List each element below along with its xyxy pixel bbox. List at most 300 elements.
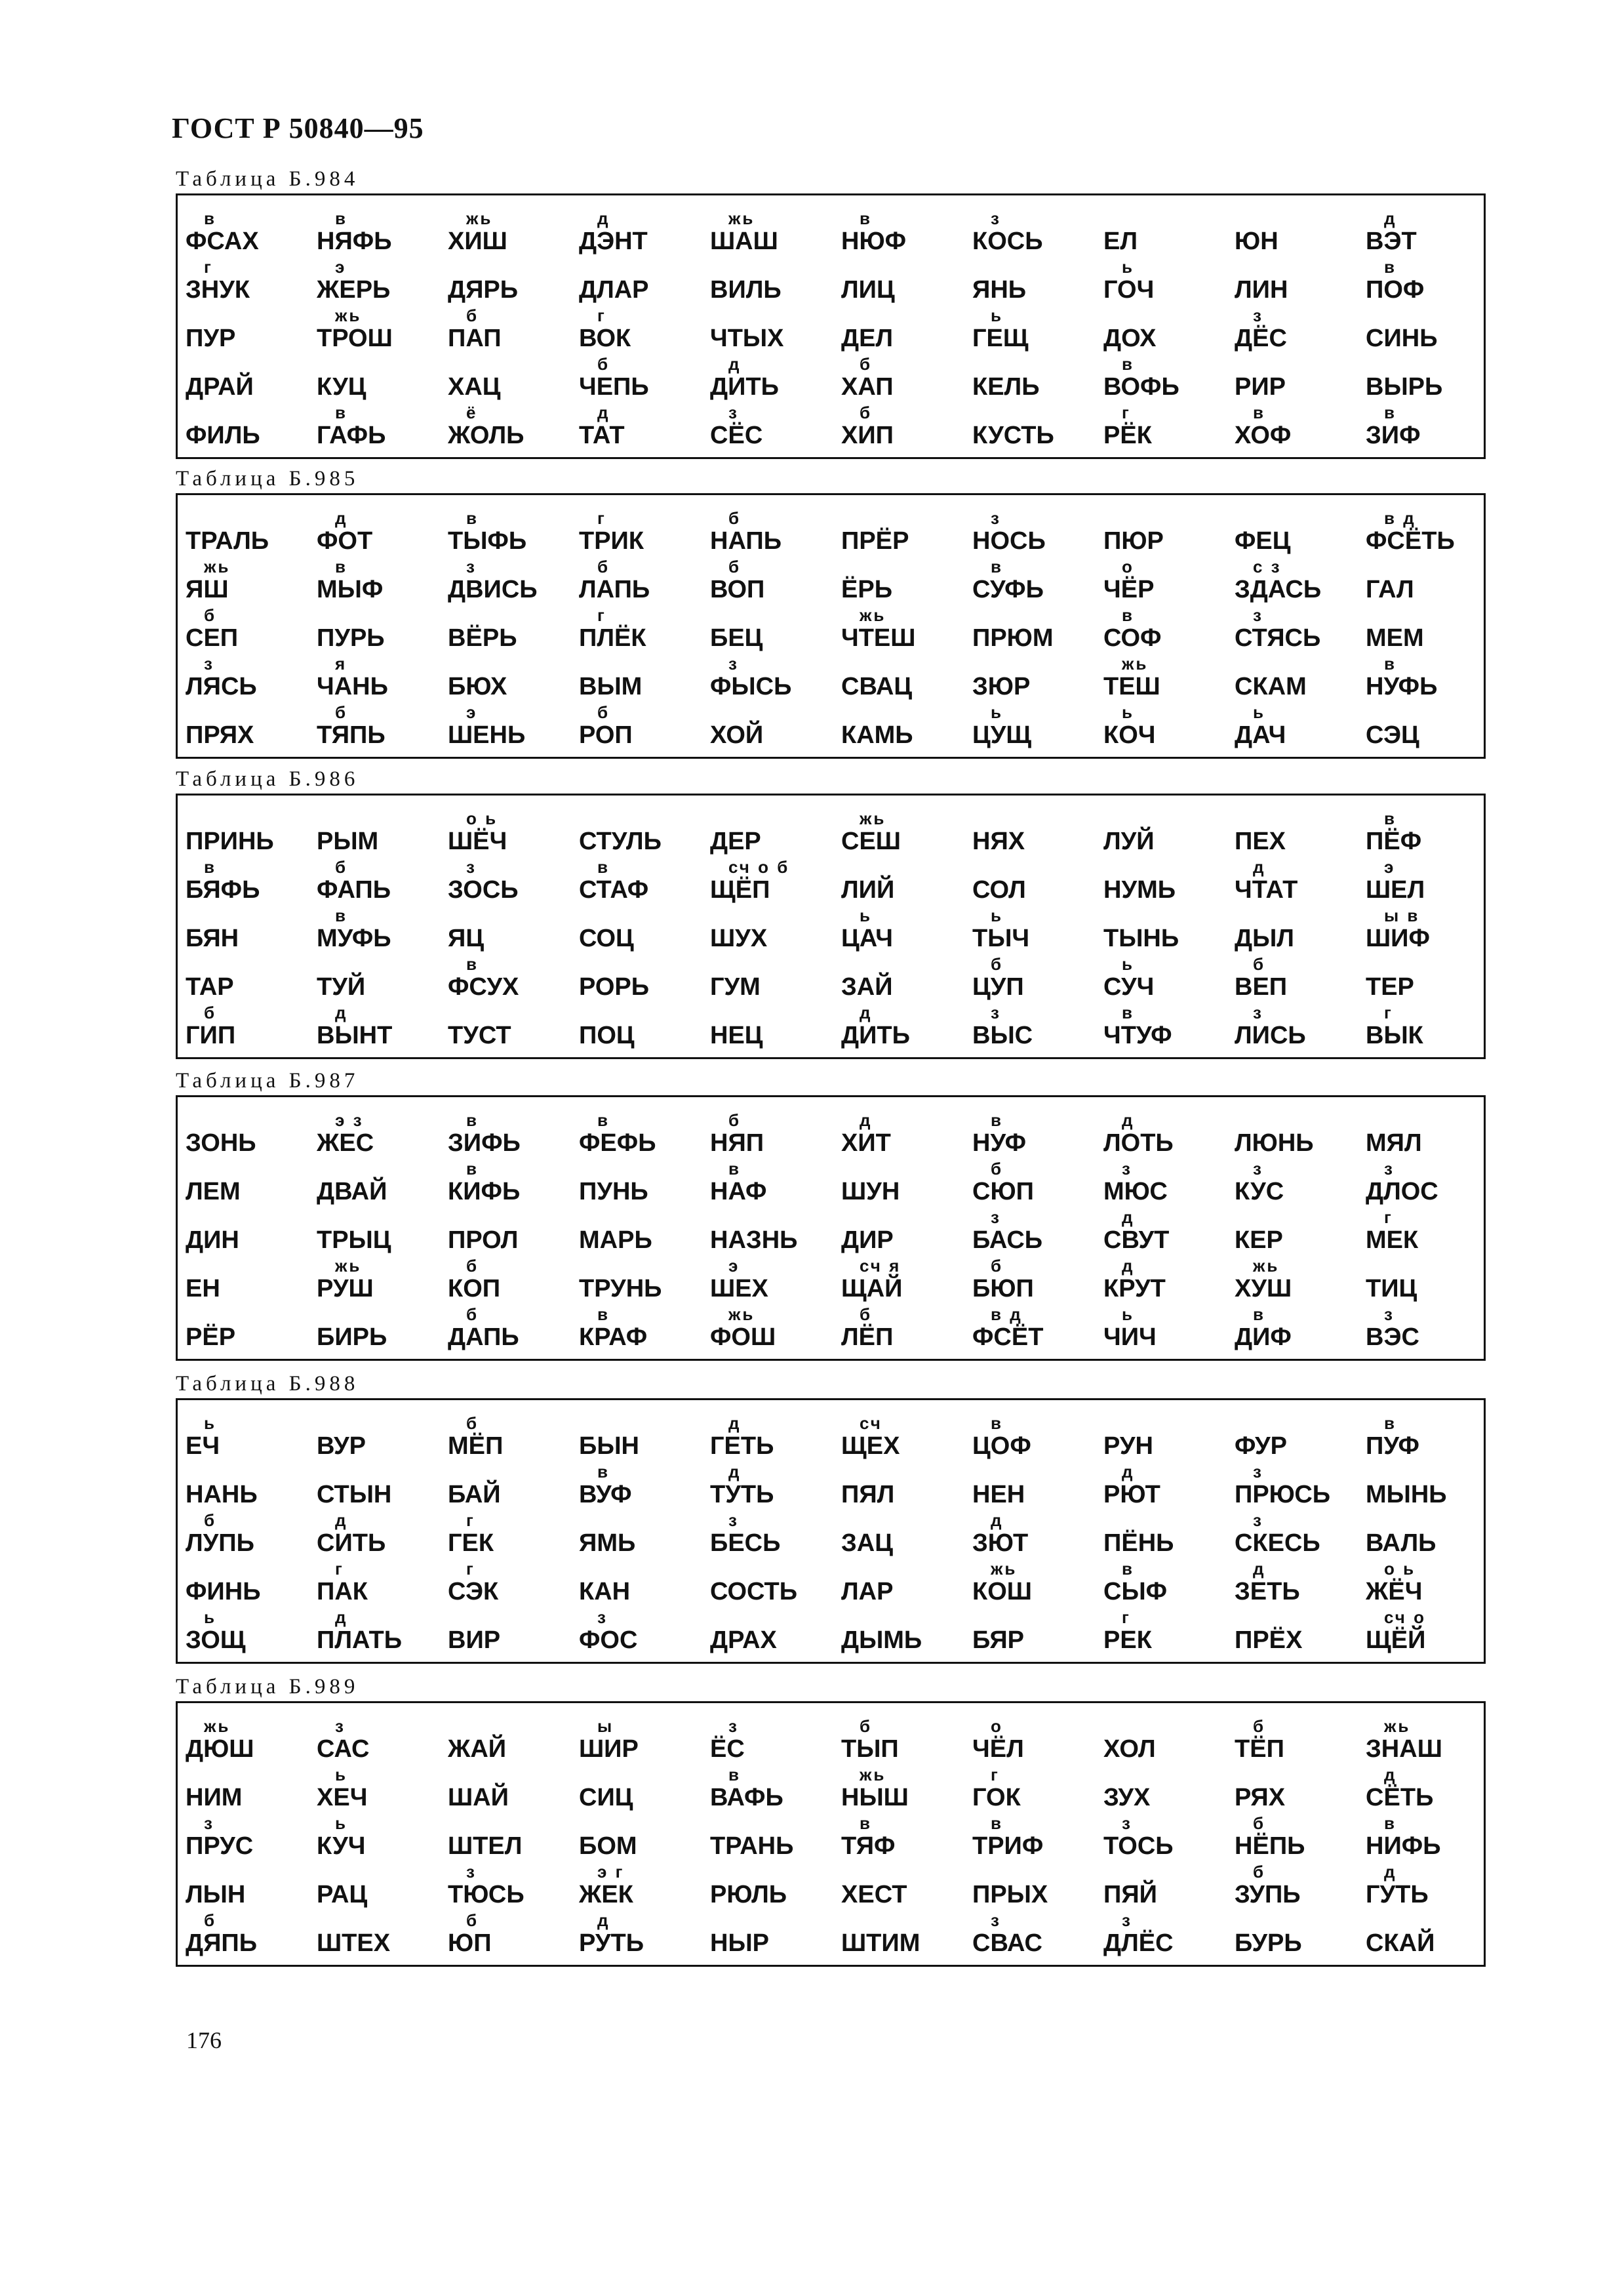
syllable-word: ТРИК (579, 527, 644, 555)
table-cell (1103, 956, 1228, 1004)
phonetic-mark: жь (860, 605, 886, 625)
table-cell (1366, 907, 1490, 956)
phonetic-mark: д (335, 1003, 348, 1022)
syllable-word: ЁС (710, 1735, 745, 1763)
syllable-word: НАЗНЬ (710, 1226, 798, 1254)
table-cell (1235, 558, 1359, 607)
syllable-word: ДОХ (1103, 325, 1157, 352)
syllable-word: ШТЕЛ (448, 1832, 523, 1860)
table-cell (1366, 510, 1490, 558)
table-cell (710, 655, 835, 704)
table-cell (317, 1815, 441, 1863)
table-cell (1103, 510, 1228, 558)
syllable-word: ШЕХ (710, 1275, 768, 1302)
table-cell (317, 355, 441, 404)
table-cell (1235, 1718, 1359, 1766)
table-cell (186, 210, 310, 258)
syllable-word: ЗОНЬ (186, 1129, 256, 1157)
syllable-word: ПРОЛ (448, 1226, 519, 1254)
syllable-word: ЦУЩ (972, 721, 1032, 749)
phonetic-mark: г (597, 605, 606, 625)
phonetic-mark: о ь (466, 809, 498, 828)
syllable-word: МЮС (1103, 1178, 1168, 1205)
syllable-word: СУФЬ (972, 576, 1044, 603)
table-cell (1235, 1512, 1359, 1560)
phonetic-mark: д (1122, 1207, 1135, 1227)
syllable-word: ЧТЕШ (841, 624, 916, 652)
table-cell (841, 1912, 966, 1960)
table-caption: Таблица Б.984 (176, 167, 359, 191)
syllable-word: ДЛЁС (1103, 1929, 1174, 1957)
phonetic-mark: я (335, 654, 347, 674)
syllable-word: КУС (1235, 1178, 1284, 1205)
table-cell (186, 1512, 310, 1560)
syllable-word: ГУТЬ (1366, 1881, 1429, 1908)
table-cell (1235, 907, 1359, 956)
table-cell (1235, 258, 1359, 307)
syllable-word: ПУР (186, 325, 236, 352)
table-cell (317, 1004, 441, 1053)
syllable-word: СЕП (186, 624, 239, 652)
table-cell (317, 510, 441, 558)
table-cell (710, 1415, 835, 1463)
syllable-word: ГОК (972, 1784, 1021, 1811)
syllable-word: НУФ (972, 1129, 1027, 1157)
syllable-word: ДАЧ (1235, 721, 1286, 749)
syllable-word: ПУФ (1366, 1432, 1419, 1460)
syllable-word: КРАФ (579, 1323, 648, 1351)
syllable-word: КУСТЬ (972, 422, 1054, 449)
syllable-word: СТЫН (317, 1481, 392, 1508)
table-cell (841, 1718, 966, 1766)
syllable-word: ЖЁЧ (1366, 1578, 1423, 1605)
phonetic-mark: з (204, 654, 214, 674)
phonetic-mark: б (597, 354, 610, 374)
syllable-word: ПАК (317, 1578, 368, 1605)
table-cell (186, 1766, 310, 1815)
table-cell (448, 1609, 572, 1657)
syllable-word: РЯХ (1235, 1784, 1286, 1811)
syllable-word: ФОШ (710, 1323, 776, 1351)
syllable-word: ТРЫЦ (317, 1226, 391, 1254)
syllable-word: ТРАЛЬ (186, 527, 269, 555)
phonetic-mark: сч (860, 1413, 882, 1433)
phonetic-mark: жь (860, 809, 886, 828)
table-cell (841, 858, 966, 907)
syllable-word: СИТЬ (317, 1529, 386, 1557)
table-cell (579, 1560, 703, 1609)
syllable-word: ТЕР (1366, 973, 1414, 1001)
syllable-word: ЗНАШ (1366, 1735, 1442, 1763)
table-cell (579, 510, 703, 558)
syllable-word: ДЕР (710, 828, 761, 855)
phonetic-mark: д (335, 508, 348, 528)
syllable-word: ТЁП (1235, 1735, 1284, 1763)
table-cell (841, 704, 966, 752)
syllable-word: РЁК (1103, 422, 1152, 449)
syllable-word: ЩЕХ (841, 1432, 900, 1460)
table-cell (841, 404, 966, 453)
syllable-word: ЛЫН (186, 1881, 246, 1908)
syllable-word: ПРЮСЬ (1235, 1481, 1331, 1508)
phonetic-mark: б (204, 1003, 217, 1022)
table-cell (1103, 1306, 1228, 1354)
phonetic-mark: сч о (1384, 1607, 1426, 1627)
syllable-word: ДИР (841, 1226, 894, 1254)
table-cell (579, 258, 703, 307)
phonetic-mark: б (860, 1304, 873, 1324)
table-cell (1103, 704, 1228, 752)
syllable-word: НЯП (710, 1129, 764, 1157)
table-cell (1103, 404, 1228, 453)
phonetic-mark: д (335, 1607, 348, 1627)
phonetic-mark: жь (204, 1716, 231, 1736)
syllable-word: ЧТЫХ (710, 325, 784, 352)
syllable-word: ПУРЬ (317, 624, 385, 652)
syllable-word: ЧЁР (1103, 576, 1155, 603)
syllable-word: ПРЫХ (972, 1881, 1048, 1908)
syllable-word: СОСТЬ (710, 1578, 798, 1605)
table-cell (972, 1209, 1097, 1257)
table-cell (579, 1160, 703, 1209)
syllable-word: НЁПЬ (1235, 1832, 1305, 1860)
syllable-word: ДАПЬ (448, 1323, 519, 1351)
table-cell (710, 307, 835, 355)
phonetic-mark: в д (1384, 508, 1416, 528)
table-cell (1366, 1160, 1490, 1209)
phonetic-mark: б (1253, 1813, 1266, 1833)
phonetic-mark: з (1122, 1910, 1132, 1930)
syllable-word: НАПЬ (710, 527, 782, 555)
table-cell (1103, 210, 1228, 258)
phonetic-mark: в (860, 209, 872, 228)
phonetic-mark: в (335, 557, 347, 576)
syllable-word: НУФЬ (1366, 673, 1438, 700)
table-cell (317, 558, 441, 607)
syllable-word: ТУТЬ (710, 1481, 774, 1508)
table-cell (1235, 607, 1359, 655)
phonetic-mark: ь (1253, 702, 1265, 722)
syllable-word: МЁП (448, 1432, 504, 1460)
syllable-word: ГОЧ (1103, 276, 1155, 304)
table-cell (186, 1815, 310, 1863)
syllable-word: РЕК (1103, 1626, 1152, 1654)
phonetic-mark: д (1253, 1559, 1266, 1579)
table-cell (1366, 858, 1490, 907)
syllable-word: СВАС (972, 1929, 1042, 1957)
syllable-word: ГАЛ (1366, 576, 1414, 603)
syllable-word: НЫШ (841, 1784, 909, 1811)
syllable-word: НИМ (186, 1784, 243, 1811)
table-cell (317, 1512, 441, 1560)
syllable-word: ХЕЧ (317, 1784, 368, 1811)
syllable-word: ГАФЬ (317, 422, 386, 449)
syllable-word: ПРЁХ (1235, 1626, 1303, 1654)
table-cell (972, 510, 1097, 558)
syllable-word: ПЕХ (1235, 828, 1286, 855)
table-cell (186, 1718, 310, 1766)
phonetic-mark: э г (597, 1862, 625, 1882)
phonetic-mark: б (466, 1304, 479, 1324)
syllable-word: ТИЦ (1366, 1275, 1417, 1302)
table-cell (448, 1112, 572, 1160)
phonetic-mark: в (991, 1813, 1003, 1833)
syllable-word: ДЛАР (579, 276, 649, 304)
phonetic-mark: в (991, 1110, 1003, 1130)
syllable-word: ПУНЬ (579, 1178, 648, 1205)
table-cell (710, 1257, 835, 1306)
phonetic-mark: д (728, 1413, 742, 1433)
syllable-word: ЛАР (841, 1578, 894, 1605)
syllable-word: ЕЧ (186, 1432, 220, 1460)
syllable-word: РУТЬ (579, 1929, 644, 1957)
syllable-word: ЖОЛЬ (448, 422, 525, 449)
table-cell (448, 907, 572, 956)
syllable-word: НЫР (710, 1929, 769, 1957)
syllable-word: РЮТ (1103, 1481, 1160, 1508)
table-cell (841, 355, 966, 404)
table-cell (710, 510, 835, 558)
syllable-word: ФЕФЬ (579, 1129, 656, 1157)
table-cell (317, 1415, 441, 1463)
syllable-table (176, 193, 1486, 459)
phonetic-mark: з (597, 1607, 608, 1627)
syllable-word: ВАФЬ (710, 1784, 783, 1811)
table-cell (186, 1257, 310, 1306)
table-cell (1103, 1609, 1228, 1657)
syllable-word: НЕЦ (710, 1022, 763, 1049)
table-cell (317, 655, 441, 704)
table-cell (710, 1815, 835, 1863)
table-cell (1235, 956, 1359, 1004)
phonetic-mark: в (728, 1159, 741, 1178)
table-cell (579, 355, 703, 404)
phonetic-mark: з (466, 557, 477, 576)
phonetic-mark: б (466, 1413, 479, 1433)
table-cell (448, 210, 572, 258)
table-caption: Таблица Б.988 (176, 1372, 359, 1396)
syllable-word: НОСЬ (972, 527, 1046, 555)
phonetic-mark: д (860, 1110, 873, 1130)
phonetic-mark: ь (1122, 954, 1134, 974)
syllable-word: ЗЕТЬ (1235, 1578, 1300, 1605)
syllable-word: МЯЛ (1366, 1129, 1422, 1157)
table-cell (841, 1112, 966, 1160)
syllable-word: ВЭС (1366, 1323, 1419, 1351)
syllable-word: ФОТ (317, 527, 373, 555)
syllable-word: ЧИЧ (1103, 1323, 1157, 1351)
table-cell (579, 1609, 703, 1657)
table-cell (972, 655, 1097, 704)
table-cell (1103, 1160, 1228, 1209)
syllable-word: СКЕСЬ (1235, 1529, 1320, 1557)
phonetic-mark: з (204, 1813, 214, 1833)
phonetic-mark: г (466, 1510, 475, 1530)
phonetic-mark: ь (1122, 1304, 1134, 1324)
table-cell (1366, 1257, 1490, 1306)
table-cell (972, 1004, 1097, 1053)
syllable-word: ЖЕК (579, 1881, 633, 1908)
table-cell (448, 810, 572, 858)
syllable-word: МЫНЬ (1366, 1481, 1447, 1508)
phonetic-mark: ё (466, 403, 478, 422)
syllable-word: ЧЕПЬ (579, 373, 649, 401)
syllable-word: ЩЁП (710, 876, 770, 904)
syllable-word: ВУФ (579, 1481, 632, 1508)
table-cell (317, 607, 441, 655)
syllable-word: ЮП (448, 1929, 492, 1957)
phonetic-mark: в (466, 508, 479, 528)
syllable-word: ВЫМ (579, 673, 643, 700)
syllable-word: БЮП (972, 1275, 1034, 1302)
syllable-word: БИРЬ (317, 1323, 387, 1351)
phonetic-mark: б (1253, 1716, 1266, 1736)
phonetic-mark: б (466, 1256, 479, 1276)
table-cell (1366, 1306, 1490, 1354)
syllable-word: ХИП (841, 422, 894, 449)
phonetic-mark: г (204, 257, 213, 277)
syllable-word: ТРУНЬ (579, 1275, 662, 1302)
syllable-word: ТРИФ (972, 1832, 1044, 1860)
syllable-word: БЯФЬ (186, 876, 260, 904)
syllable-word: КОП (448, 1275, 501, 1302)
table-cell (710, 1112, 835, 1160)
table-cell (1366, 1560, 1490, 1609)
table-cell (972, 210, 1097, 258)
table-cell (186, 907, 310, 956)
syllable-word: ЮН (1235, 228, 1278, 255)
phonetic-mark: з (728, 654, 739, 674)
table-cell (1235, 655, 1359, 704)
phonetic-mark: жь (728, 1304, 755, 1324)
syllable-word: ЖАЙ (448, 1735, 507, 1763)
syllable-word: ГЕК (448, 1529, 494, 1557)
syllable-word: ДЫМЬ (841, 1626, 922, 1654)
phonetic-mark: д (1122, 1256, 1135, 1276)
syllable-word: МЫФ (317, 576, 384, 603)
table-cell (972, 307, 1097, 355)
syllable-word: ВОФЬ (1103, 373, 1179, 401)
table-cell (972, 810, 1097, 858)
table-cell (317, 1257, 441, 1306)
phonetic-mark: в (1384, 1413, 1396, 1433)
syllable-word: СЭК (448, 1578, 499, 1605)
syllable-word: ГИП (186, 1022, 236, 1049)
syllable-word: ЦАЧ (841, 925, 894, 952)
syllable-word: ХАП (841, 373, 894, 401)
syllable-word: ШИФ (1366, 925, 1430, 952)
table-cell (186, 956, 310, 1004)
syllable-word: ФИНЬ (186, 1578, 261, 1605)
phonetic-mark: б (597, 702, 610, 722)
syllable-word: СТЯСЬ (1235, 624, 1321, 652)
table-cell (710, 1766, 835, 1815)
table-cell (1366, 704, 1490, 752)
table-cell (972, 1609, 1097, 1657)
phonetic-mark: жь (335, 306, 362, 325)
table-cell (448, 1415, 572, 1463)
syllable-word: ХОФ (1235, 422, 1292, 449)
phonetic-mark: б (728, 508, 742, 528)
table-cell (1103, 1112, 1228, 1160)
phonetic-mark: сч я (860, 1256, 901, 1276)
syllable-word: СОЛ (972, 876, 1026, 904)
syllable-word: СКАМ (1235, 673, 1307, 700)
syllable-word: ПЁФ (1366, 828, 1422, 855)
syllable-word: ЗИФЬ (448, 1129, 521, 1157)
table-cell (317, 1160, 441, 1209)
page-number: 176 (186, 2027, 222, 2053)
table-cell (317, 1766, 441, 1815)
syllable-word: ВЭТ (1366, 228, 1417, 255)
table-cell (186, 1609, 310, 1657)
table-cell (710, 404, 835, 453)
phonetic-mark: в (1122, 1003, 1134, 1022)
syllable-word: ПЁНЬ (1103, 1529, 1174, 1557)
table-cell (841, 907, 966, 956)
syllable-word: ЖЕС (317, 1129, 374, 1157)
phonetic-mark: в (466, 954, 479, 974)
syllable-word: ПЮР (1103, 527, 1164, 555)
syllable-word: КУЧ (317, 1832, 366, 1860)
syllable-word: РОП (579, 721, 633, 749)
syllable-word: ФСАХ (186, 228, 259, 255)
syllable-word: СВУТ (1103, 1226, 1170, 1254)
table-cell (579, 1718, 703, 1766)
syllable-word: ЗДАСЬ (1235, 576, 1322, 603)
phonetic-mark: в (597, 857, 610, 877)
syllable-word: НЯФЬ (317, 228, 392, 255)
phonetic-mark: жь (204, 557, 231, 576)
phonetic-mark: б (991, 954, 1004, 974)
syllable-word: ЛОТЬ (1103, 1129, 1174, 1157)
syllable-word: ТАТ (579, 422, 625, 449)
syllable-word: ТУСТ (448, 1022, 511, 1049)
table-cell (1103, 307, 1228, 355)
table-cell (1235, 404, 1359, 453)
table-cell (448, 1766, 572, 1815)
syllable-word: СЭЦ (1366, 721, 1419, 749)
syllable-word: ПЛАТЬ (317, 1626, 403, 1654)
syllable-word: ШЁЧ (448, 828, 507, 855)
table-cell (317, 1912, 441, 1960)
table-cell (972, 404, 1097, 453)
table-cell (1366, 1815, 1490, 1863)
syllable-word: РЮЛЬ (710, 1881, 787, 1908)
table-cell (579, 1863, 703, 1912)
syllable-word: ТЯФ (841, 1832, 896, 1860)
syllable-word: ЛЁП (841, 1323, 894, 1351)
table-cell (448, 858, 572, 907)
table-cell (710, 704, 835, 752)
table-cell (317, 858, 441, 907)
table-cell (1235, 1257, 1359, 1306)
syllable-table (176, 1398, 1486, 1664)
table-cell (1103, 1209, 1228, 1257)
syllable-word: ФСЁТ (972, 1323, 1044, 1351)
table-cell (1366, 307, 1490, 355)
syllable-word: МЕК (1366, 1226, 1419, 1254)
phonetic-mark: з (1253, 1003, 1263, 1022)
syllable-word: ПАП (448, 325, 502, 352)
table-cell (1366, 607, 1490, 655)
table-cell (448, 1004, 572, 1053)
syllable-table (176, 794, 1486, 1059)
phonetic-mark: з (1122, 1159, 1132, 1178)
phonetic-mark: б (860, 354, 873, 374)
phonetic-mark: в (991, 557, 1003, 576)
table-cell (448, 404, 572, 453)
